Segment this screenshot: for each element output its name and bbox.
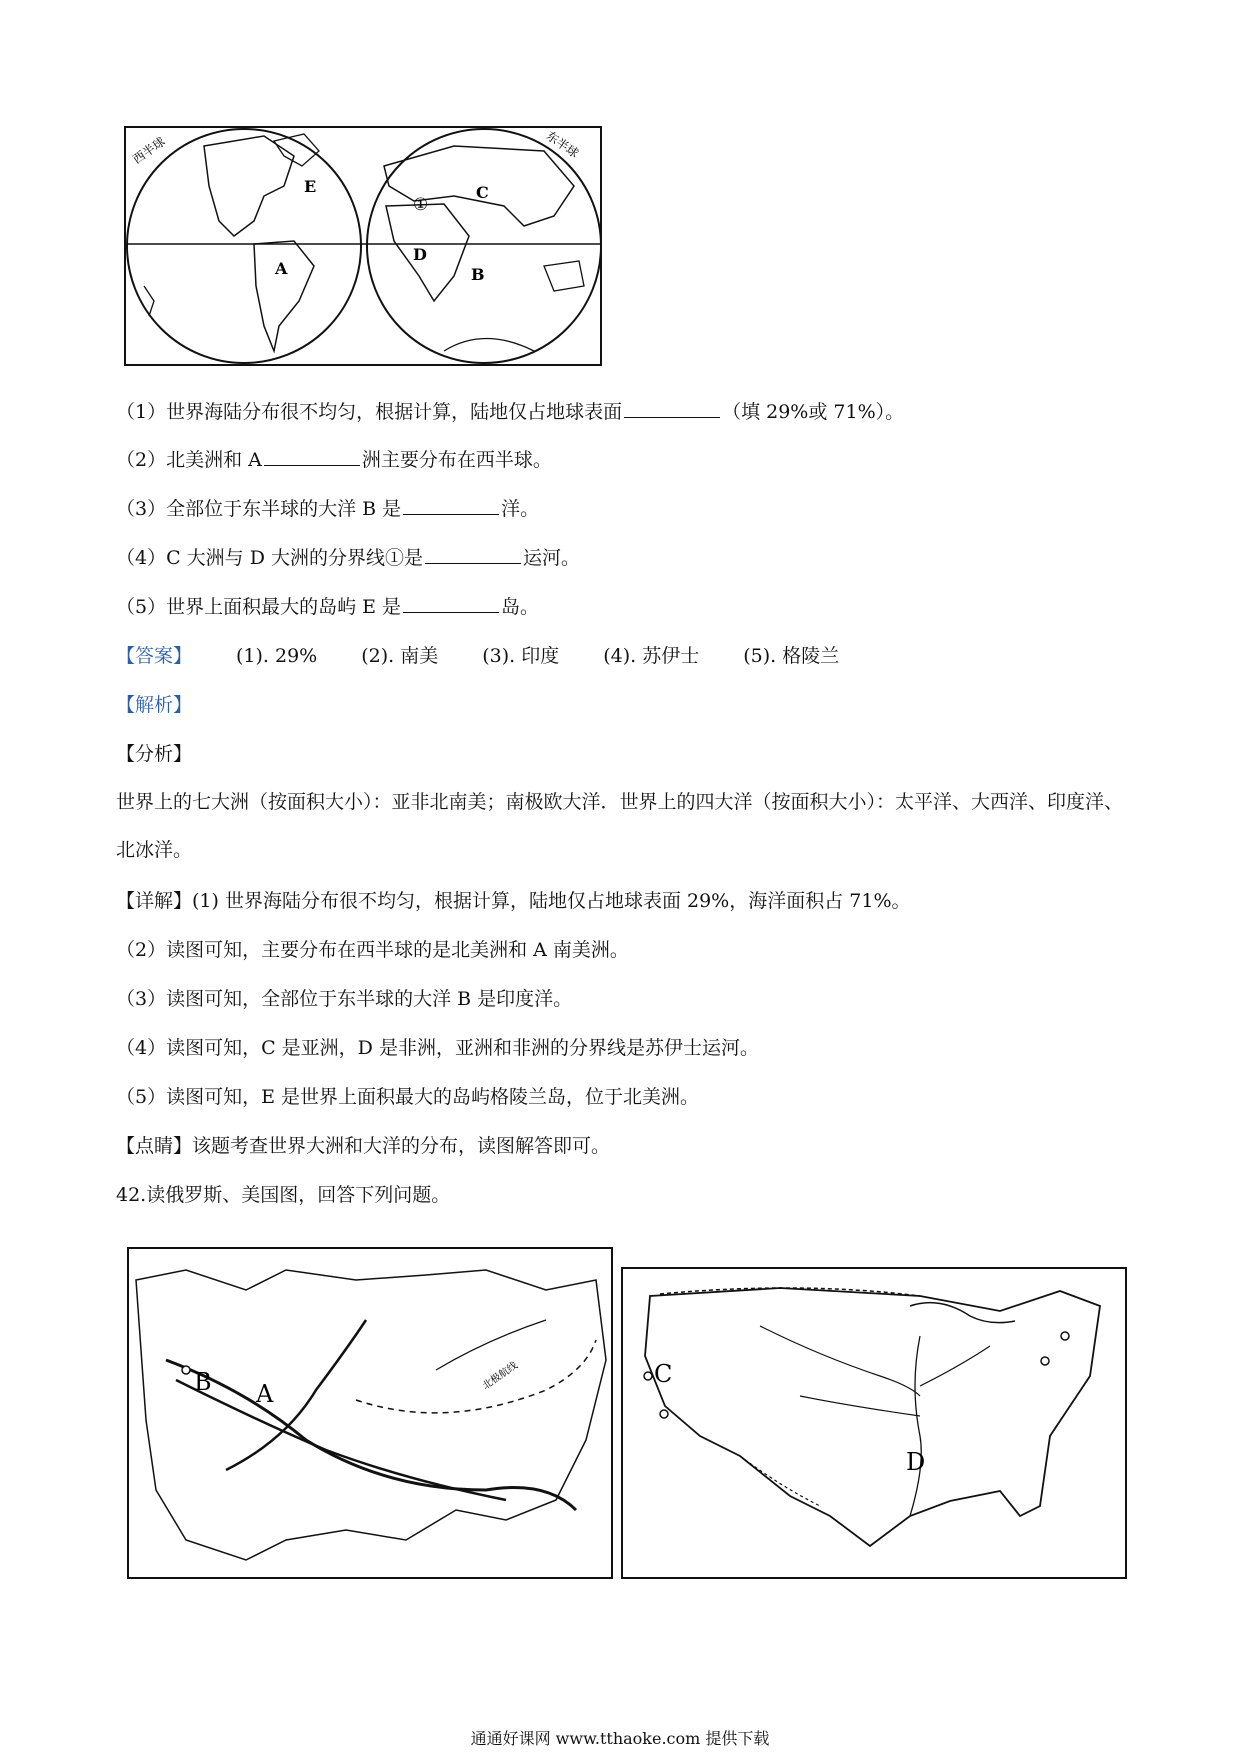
fenxi-text: 世界上的七大洲（按面积大小）：亚非北南美；南极欧大洋．世界上的四大洋（按面积大小）：太平洋、大西洋、印度洋、北冰洋。 <box>116 791 1124 861</box>
west-hemisphere-label: 西半球 <box>130 134 168 167</box>
answer-row <box>116 643 839 669</box>
fenxi-tag: 【分析】 <box>116 743 193 765</box>
answer-blank <box>403 496 499 515</box>
answer-blank <box>403 594 499 613</box>
footer: 通通好课网 www.tthaoke.com 提供下载 <box>470 1729 770 1748</box>
map-label-a: A <box>275 259 288 278</box>
answer-item: (4). 苏伊士 <box>603 645 700 667</box>
map-label-c: C <box>476 183 489 202</box>
detail-line-5: （5）读图可知，E 是世界上面积最大的岛屿格陵兰岛，位于北美洲。 <box>116 1086 699 1108</box>
detail-tag: 【详解】 <box>116 890 193 912</box>
map-label-one: ① <box>413 195 429 215</box>
question-4: （4）C 大洲与 D 大洲的分界线①是 运河。 <box>116 547 580 569</box>
question-5: （5）世界上面积最大的岛屿 E 是 岛。 <box>116 596 540 618</box>
answer-item: (3). 印度 <box>482 645 560 667</box>
russia-label-b: B <box>194 1368 212 1396</box>
answer-item: (5). 格陵兰 <box>743 645 840 667</box>
answer-blank <box>425 545 521 564</box>
answer-tag: 【答案】 <box>116 645 193 667</box>
detail-line-4: （4）读图可知，C 是亚洲，D 是非洲，亚洲和非洲的分界线是苏伊士运河。 <box>116 1037 759 1059</box>
question-3: （3）全部位于东半球的大洋 B 是 洋。 <box>116 498 540 520</box>
east-hemisphere-label: 东半球 <box>543 128 582 161</box>
usa-label-d: D <box>906 1448 926 1476</box>
usa-map <box>620 1266 1128 1580</box>
map-label-e: E <box>304 177 317 196</box>
detail-line-2: （2）读图可知，主要分布在西半球的是北美洲和 A 南美洲。 <box>116 939 629 961</box>
detail-line-3: （3）读图可知，全部位于东半球的大洋 B 是印度洋。 <box>116 988 573 1010</box>
analysis-tag: 【解析】 <box>116 694 193 716</box>
answer-item: (1). 29% <box>236 645 318 667</box>
map-label-d: D <box>413 245 427 264</box>
answer-blank <box>624 399 720 418</box>
comment-tag: 【点睛】 <box>116 1135 193 1157</box>
question-42: 42.读俄罗斯、美国图，回答下列问题。 <box>116 1184 451 1206</box>
russia-map <box>126 1240 614 1580</box>
answer-item: (2). 南美 <box>361 645 439 667</box>
route-label: 北极航线 <box>480 1360 520 1393</box>
hemispheres-map <box>124 126 602 366</box>
question-1: （1）世界海陆分布很不均匀，根据计算，陆地仅占地球表面 （填 29%或 71%）。 <box>116 401 905 423</box>
answer-blank <box>264 447 360 466</box>
map-label-b: B <box>471 265 485 284</box>
usa-label-c: C <box>654 1360 673 1388</box>
detail-line-1: 【详解】(1) 世界海陆分布很不均匀，根据计算，陆地仅占地球表面 29%，海洋面积占 71%。 <box>116 890 911 912</box>
russia-label-a: A <box>256 1380 274 1408</box>
comment-line: 【点睛】该题考查世界大洲和大洋的分布，读图解答即可。 <box>116 1135 611 1157</box>
question-2: （2）北美洲和 A 洲主要分布在西半球。 <box>116 449 552 471</box>
